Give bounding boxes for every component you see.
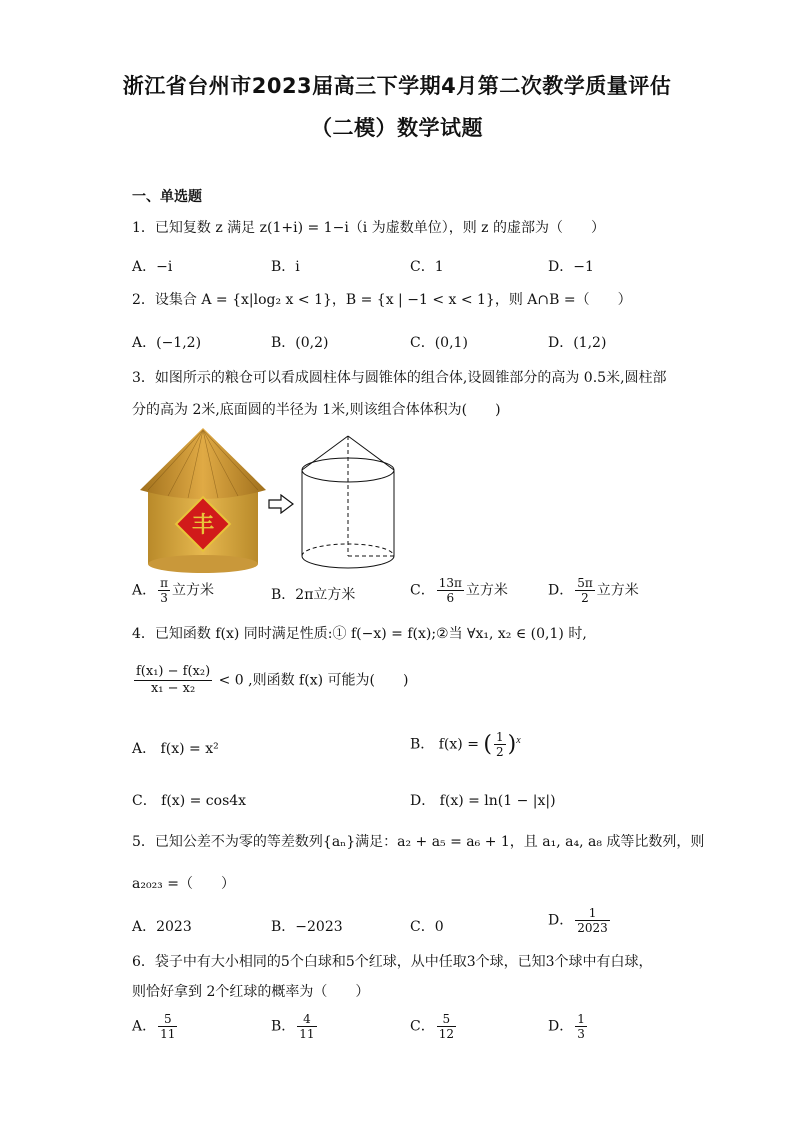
q4-option-c: C． f(x) = cos4x bbox=[132, 793, 247, 809]
q3-option-a: A． $\frac{\pi}{3}$ 立方米 bbox=[132, 576, 215, 605]
q4-option-b: B． f(x) = ( $\frac{1}{2}$ )$^x$ bbox=[410, 730, 521, 759]
q6-option-d: D． $\frac{1}{3}$ bbox=[548, 1012, 585, 1041]
question-6-line-1: 6．袋子中有大小相同的5个白球和5个红球，从中任取3个球，已知3个球中有白球， bbox=[132, 954, 653, 970]
q1-option-c: C．1 bbox=[410, 259, 444, 275]
q2-option-d: D．(1,2) bbox=[548, 335, 607, 351]
question-5-line-2: a₂₀₂₃ =（ ） bbox=[132, 876, 235, 892]
q3-option-d: D． $\frac{5\pi}{2}$ 立方米 bbox=[548, 576, 639, 605]
granary-image bbox=[138, 426, 268, 576]
q5-option-b: B．−2023 bbox=[271, 919, 343, 935]
q2-option-c: C．(0,1) bbox=[410, 335, 468, 351]
question-6-line-2: 则恰好拿到 2个红球的概率为（ ） bbox=[132, 984, 370, 1000]
right-arrow-icon bbox=[268, 494, 294, 514]
q6-option-c: C． $\frac{5}{12}$ bbox=[410, 1012, 454, 1041]
cylinder-cone-diagram bbox=[300, 432, 396, 572]
q5-option-c: C．0 bbox=[410, 919, 444, 935]
q5-option-d: D． $\frac{1}{2023}$ bbox=[548, 906, 608, 935]
question-5-line-1: 5．已知公差不为零的等差数列{aₙ}满足：a₂ + a₅ = a₆ + 1，且 a₁, a₄, a₈ 成等比数列，则 bbox=[132, 834, 705, 850]
question-1: 1．已知复数 z 满足 z(1+i) = 1−i（i 为虚数单位），则 z 的虚部为（ ） bbox=[132, 220, 605, 236]
q2-option-b: B．(0,2) bbox=[271, 335, 329, 351]
badge-character: 丰 bbox=[191, 513, 215, 538]
q5-option-a: A．2023 bbox=[132, 919, 192, 935]
q6-option-a: A． $\frac{5}{11}$ bbox=[132, 1012, 176, 1041]
question-3-line-1: 3．如图所示的粮仓可以看成圆柱体与圆锥体的组合体,设圆锥部分的高为 0.5米,圆柱部 bbox=[132, 370, 667, 386]
q4-option-a: A． f(x) = x² bbox=[132, 741, 219, 757]
q3-option-c: C． $\frac{13\pi}{6}$ 立方米 bbox=[410, 576, 508, 605]
question-4-line-2: $\frac{\text{f(x₁) − f(x₂)}}{\text{x₁ − x₂}}$ < 0 ,则函数 f(x) 可能为( ) bbox=[136, 664, 409, 696]
q3-option-b: B．2π立方米 bbox=[271, 587, 356, 603]
q4-option-d: D． f(x) = ln(1 − |x|) bbox=[410, 793, 556, 809]
exam-title: 浙江省台州市2023届高三下学期4月第二次教学质量评估 bbox=[122, 74, 672, 98]
question-3-line-2: 分的高为 2米,底面圆的半径为 1米,则该组合体体积为( ) bbox=[132, 402, 501, 418]
question-2: 2．设集合 A = {x|log₂ x < 1}，B = {x | −1 < x < 1}，则 A∩B =（ ） bbox=[132, 292, 632, 308]
q1-option-a: A．−i bbox=[132, 259, 173, 275]
q1-option-b: B．i bbox=[271, 259, 300, 275]
section-heading: 一、单选题 bbox=[132, 189, 202, 205]
question-4-line-1: 4．已知函数 f(x) 同时满足性质:① f(−x) = f(x);②当 ∀x₁, x₂ ∈ (0,1) 时, bbox=[132, 626, 587, 642]
q1-option-d: D．−1 bbox=[548, 259, 594, 275]
exam-subtitle: （二模）数学试题 bbox=[311, 116, 483, 140]
q6-option-b: B． $\frac{4}{11}$ bbox=[271, 1012, 315, 1041]
q2-option-a: A．(−1,2) bbox=[132, 335, 202, 351]
